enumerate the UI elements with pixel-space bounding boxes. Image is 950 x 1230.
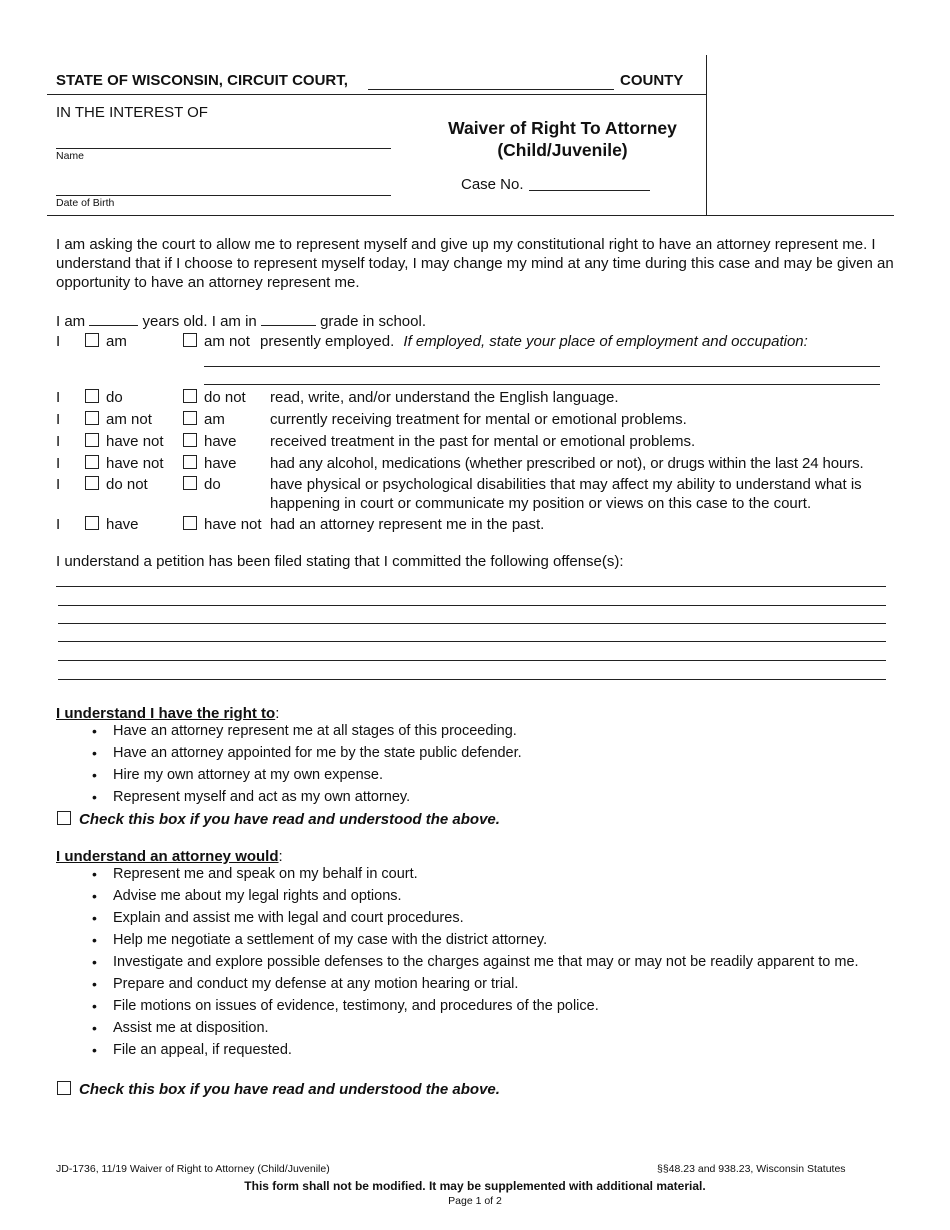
statement-option2-label: have not: [204, 516, 262, 533]
list-item: • Prepare and conduct my defense at any motion hearing or trial.: [56, 975, 896, 994]
rights-list: [56, 722, 896, 810]
employment-field-line2[interactable]: [204, 384, 880, 385]
attorney-heading-colon: :: [278, 848, 283, 865]
statement-option1-checkbox[interactable]: [85, 455, 99, 469]
case-no-field[interactable]: [529, 190, 650, 191]
statement-option2-checkbox[interactable]: [183, 433, 197, 447]
employment-instruction: If employed, state your place of employment and occupation:: [403, 333, 808, 350]
list-item: • Represent me and speak on my behalf in court.: [56, 865, 896, 884]
statement-option2-label: have: [204, 455, 237, 472]
statement-i: I: [56, 476, 61, 493]
offense-line[interactable]: [58, 641, 886, 642]
statement-i: I: [56, 411, 61, 428]
statement-i: I: [56, 389, 61, 406]
statement-option2-label: am: [204, 411, 225, 428]
name-field[interactable]: [56, 148, 391, 149]
grade-field[interactable]: [261, 311, 316, 326]
years-old-label: years old. I am in: [142, 313, 257, 330]
statement-option1-checkbox[interactable]: [85, 476, 99, 490]
list-item: • File an appeal, if requested.: [56, 1041, 896, 1060]
rights-heading-colon: :: [275, 705, 280, 722]
employment-field-line1[interactable]: [204, 366, 880, 367]
header-vertical-divider: [706, 55, 707, 215]
rights-heading: [56, 704, 279, 723]
county-name-field[interactable]: [368, 89, 614, 90]
employment-am-not-checkbox[interactable]: [183, 333, 197, 347]
statement-text: had an attorney represent me in the past.: [270, 516, 545, 533]
page-number: Page 1 of 2: [448, 1195, 502, 1207]
list-item: • Investigate and explore possible defenses to the charges against me that may or may not be readily apparent to me.: [56, 953, 896, 972]
statement-option2-checkbox[interactable]: [183, 411, 197, 425]
form-title-line2: (Child/Juvenile): [497, 140, 628, 160]
name-label: Name: [56, 150, 85, 162]
rights-acknowledge-checkbox[interactable]: [57, 811, 71, 825]
offense-line[interactable]: [56, 586, 886, 587]
statement-option2-checkbox[interactable]: [183, 389, 197, 403]
statement-i: I: [56, 516, 61, 533]
statement-option1-checkbox[interactable]: [85, 433, 99, 447]
county-label: COUNTY: [620, 72, 684, 89]
date-of-birth-field[interactable]: [56, 195, 391, 196]
rights-heading-text: I understand I have the right to: [56, 705, 276, 722]
statement-text: had any alcohol, medications (whether prescribed or not), or drugs within the last 24 hours.: [270, 455, 864, 472]
statement-option1-label: have: [106, 516, 139, 533]
employment-i: I: [56, 333, 61, 350]
statement-option1-checkbox[interactable]: [85, 389, 99, 403]
case-no-label: Case No.: [461, 176, 524, 193]
offense-line[interactable]: [58, 679, 886, 680]
petition-text: I understand a petition has been filed stating that I committed the following offense(s):: [56, 553, 624, 570]
form-notice: This form shall not be modified. It may be supplemented with additional material.: [244, 1179, 706, 1193]
list-item: • Explain and assist me with legal and court procedures.: [56, 909, 896, 928]
statement-option1-label: have not: [106, 433, 164, 450]
statement-text: read, write, and/or understand the English language.: [270, 389, 619, 406]
attorney-heading: [56, 847, 283, 866]
form-title: [420, 117, 705, 161]
statutes-reference: §§48.23 and 938.23, Wisconsin Statutes: [657, 1163, 846, 1175]
list-item: • Help me negotiate a settlement of my case with the district attorney.: [56, 931, 896, 950]
offense-line[interactable]: [58, 660, 886, 661]
list-item: • Advise me about my legal rights and options.: [56, 887, 896, 906]
grade-label: grade in school.: [320, 313, 426, 330]
list-item: • Hire my own attorney at my own expense.: [56, 766, 896, 785]
statement-option2-label: do not: [204, 389, 246, 406]
employment-am-checkbox[interactable]: [85, 333, 99, 347]
statement-option1-checkbox[interactable]: [85, 411, 99, 425]
list-item: • Have an attorney represent me at all stages of this proceeding.: [56, 722, 896, 741]
statement-option1-label: do not: [106, 476, 148, 493]
list-item: • File motions on issues of evidence, testimony, and procedures of the police.: [56, 997, 896, 1016]
offense-line[interactable]: [58, 623, 886, 624]
employment-am-not-label: am not: [204, 333, 250, 350]
attorney-heading-text: I understand an attorney would: [56, 848, 279, 865]
statement-i: I: [56, 433, 61, 450]
form-title-line1: Waiver of Right To Attorney: [448, 118, 677, 138]
employment-statement: presently employed.: [260, 333, 395, 350]
attorney-acknowledge-label: Check this box if you have read and understood the above.: [79, 1081, 500, 1098]
statement-option2-label: do: [204, 476, 221, 493]
list-item: • Assist me at disposition.: [56, 1019, 896, 1038]
statement-option2-checkbox[interactable]: [183, 455, 197, 469]
attorney-acknowledge-checkbox[interactable]: [57, 1081, 71, 1095]
statement-text: currently receiving treatment for mental or emotional problems.: [270, 411, 687, 428]
statement-option2-checkbox[interactable]: [183, 516, 197, 530]
form-id: JD-1736, 11/19 Waiver of Right to Attorney (Child/Juvenile): [56, 1163, 330, 1175]
statement-option1-checkbox[interactable]: [85, 516, 99, 530]
attorney-list: [56, 865, 896, 1063]
date-of-birth-label: Date of Birth: [56, 197, 115, 209]
age-label: I am: [56, 313, 86, 330]
header-divider: [47, 94, 706, 95]
employment-am-label: am: [106, 333, 127, 350]
statement-text: received treatment in the past for mental or emotional problems.: [270, 433, 696, 450]
intro-paragraph: I am asking the court to allow me to represent myself and give up my constitutional right to have an attorney represent me. I understand that if I choose to represent myself today, I may change my mind at any time during this case and may be given an opportunity to have an attorney represent me.: [56, 236, 894, 291]
statement-i: I: [56, 455, 61, 472]
offense-line[interactable]: [58, 605, 886, 606]
list-item: • Represent myself and act as my own attorney.: [56, 788, 896, 807]
rights-acknowledge-label: Check this box if you have read and understood the above.: [79, 811, 500, 828]
statement-text: have physical or psychological disabilities that may affect my ability to understand what is happening in court or communicate my position or views on this case to the court.: [270, 476, 862, 512]
statement-option1-label: have not: [106, 455, 164, 472]
statement-option1-label: do: [106, 389, 123, 406]
header-bottom-divider: [47, 215, 894, 216]
age-line: [56, 311, 426, 331]
list-item: • Have an attorney appointed for me by the state public defender.: [56, 744, 896, 763]
employment-text: [260, 332, 808, 351]
statement-option2-label: have: [204, 433, 237, 450]
age-field[interactable]: [89, 311, 138, 326]
interest-of-label: IN THE INTEREST OF: [56, 104, 208, 121]
court-label: STATE OF WISCONSIN, CIRCUIT COURT,: [56, 72, 348, 89]
statement-option1-label: am not: [106, 411, 152, 428]
statement-option2-checkbox[interactable]: [183, 476, 197, 490]
